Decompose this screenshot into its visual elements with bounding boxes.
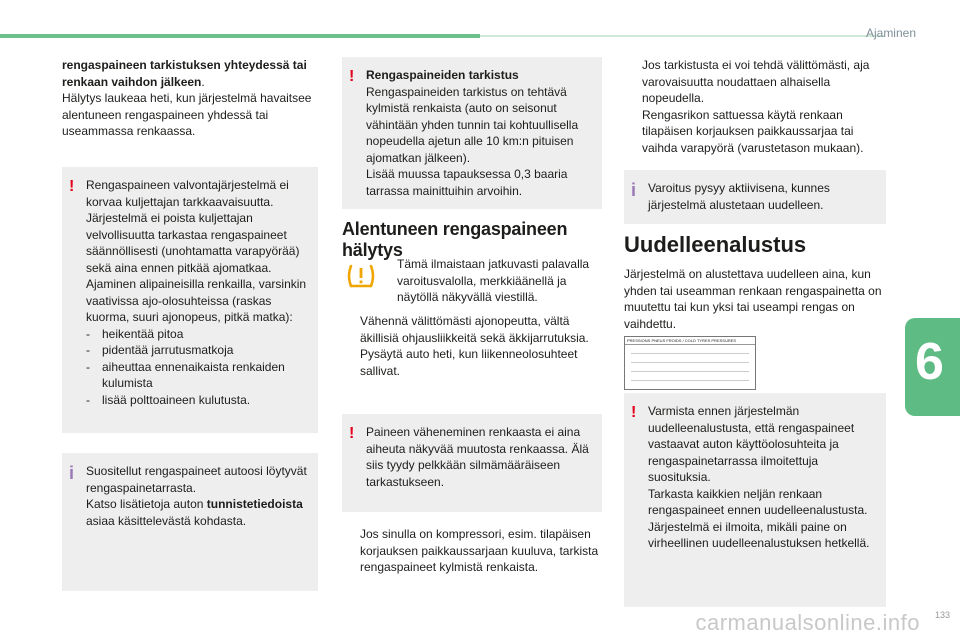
warning-box-2	[342, 57, 602, 209]
warning-box-1	[62, 167, 318, 433]
warning-icon: !	[69, 178, 75, 195]
warning-icon: !	[631, 404, 637, 421]
box-text-2: Lisää muussa tapauksessa 0,3 baaria tarrassa mainittuihin arvoihin.	[366, 167, 568, 198]
box-text: Rengaspaineiden tarkistus on tehtävä kylmistä renkaista (auto on seisonut vähintään yhden tunnin tai kohtuullisella nopeudella ajetun alle 10 km:n pituisen ajomatkan jälkeen).	[366, 84, 579, 165]
list-item: - pidentää jarrutusmatkoja	[86, 343, 234, 357]
list-item: Jos sinulla on kompressori, esim. tilapäisen korjauksen paikkaussarjaan kuuluva, tarkista rengaspaineet kylmistä renkaista.	[360, 527, 599, 574]
list-item: Rengasrikon sattuessa käytä renkaan tilapäisen korjauksen paikkaussarjaa tai vaihda varapyörä (varustetason mukaan).	[642, 107, 864, 155]
warning-text: Rengaspaineen valvontajärjestelmä ei korvaa kuljettajan tarkkaavaisuutta. Järjestelmä ei poista kuljettajan velvollisuutta tarkastaa rengaspaineet säännöllisesti (unohtamatta varapyörää) sekä aina ennen pitkää ajomatkaa. Ajaminen alipaineisilla renkailla, varsinkin vaativissa ajo-olosuhteissa (raskas kuorma, suuri ajonopeus, pitkä matka):	[86, 178, 307, 324]
list-item: Pysäytä auto heti, kun liikenneolosuhteet sallivat.	[360, 347, 578, 378]
info-text: Varoitus pysyy aktiivisena, kunnes järjestelmä alustetaan uudelleen.	[648, 181, 830, 212]
box-text: Varmista ennen järjestelmän uudelleenalustusta, että rengaspaineet vastaavat auton käyttöolosuhteita ja rengaspainetarrassa ilmoitettuja suosituksia.	[648, 404, 855, 484]
page-number: 133	[934, 610, 950, 620]
info-box-1	[62, 453, 318, 591]
info-icon: i	[69, 463, 75, 483]
chapter-number: 6	[915, 333, 944, 391]
icon-description: Tämä ilmaistaan jatkuvasti palavalla varoitusvalolla, merkkiäänellä ja näytöllä näkyvällä viestillä.	[397, 257, 590, 304]
warning-box-4	[624, 393, 886, 607]
list-item: - lisää polttoaineen kulutusta.	[86, 392, 251, 407]
header-bar	[0, 34, 480, 38]
box-text-3: Järjestelmä ei ilmoita, mikäli paine on virheellinen uudelleenalustuksen hetkellä.	[648, 519, 870, 550]
info-box-2	[624, 170, 886, 224]
info-text-1: Suositellut rengaspaineet autoosi löytyvät rengaspainetarrasta.	[86, 464, 307, 495]
list-item: Jos tarkistusta ei voi tehdä välittömästi, aja varovaisuutta noudattaen alhaisella nopeudella.	[642, 58, 870, 105]
tyre-pressure-warning-icon	[345, 260, 377, 292]
list-item: Vähennä välittömästi ajonopeutta, vältä äkillisiä ohjausliikkeitä sekä äkkijarrutuksia.	[360, 314, 589, 345]
col2-bullets	[342, 313, 604, 379]
info-icon: i	[631, 180, 637, 200]
page-heading: Uudelleenalustus	[624, 232, 807, 257]
section-heading: Alentuneen rengaspaineen hälytys	[342, 219, 568, 260]
warning-icon: !	[349, 425, 355, 442]
section-label: Ajaminen	[865, 26, 916, 40]
intro-text: Hälytys laukeaa heti, kun järjestelmä havaitsee alentuneen rengaspaineen yhdessä tai useammassa renkaassa.	[62, 91, 312, 138]
box-text-2: Tarkasta kaikkien neljän renkaan rengaspaineet ennen uudelleenalustusta.	[648, 486, 868, 517]
col3-intro: Järjestelmä on alustettava uudelleen aina, kun yhden tai useamman renkaan rengaspainetta on muutettu tai kun yksi tai useampi rengas on vaihdettu.	[624, 267, 882, 331]
info-text-2: Katso lisätietoja auton tunnistetiedoista asiaa käsittelevästä kohdasta.	[86, 497, 303, 528]
col1-intro: rengaspaineen tarkistuksen yhteydessä tai renkaan vaihdon jälkeen. Hälytys laukeaa heti, kun järjestelmä havaitsee alentuneen rengaspaineen yhdessä tai useammassa renkaassa.	[62, 58, 312, 138]
list-item: - heikentää pitoa	[86, 326, 184, 341]
box-text: Paineen väheneminen renkaasta ei aina aiheuta näkyvää muutosta renkaassa. Älä siis tyydy pelkkään silmämääräiseen tarkastukseen.	[366, 425, 589, 489]
intro-bold: rengaspaineen tarkistuksen yhteydessä tai renkaan vaihdon jälkeen	[62, 58, 307, 89]
col3-bullets	[624, 57, 886, 156]
watermark: carmanualsonline.info	[695, 610, 920, 635]
chapter-tab	[905, 318, 960, 416]
list-item: - aiheuttaa ennenaikaista renkaiden kulumista	[86, 359, 285, 390]
box-title: Rengaspaineiden tarkistus	[366, 68, 519, 82]
col2-bullet-3	[342, 526, 604, 576]
warning-icon: !	[349, 68, 355, 85]
header-bar-light	[480, 35, 885, 37]
warning-box-3	[342, 414, 602, 512]
tyre-pressure-label-image: PRESSIONS PNEUS FROIDS / COLD TYRES PRESSURES	[624, 336, 756, 390]
